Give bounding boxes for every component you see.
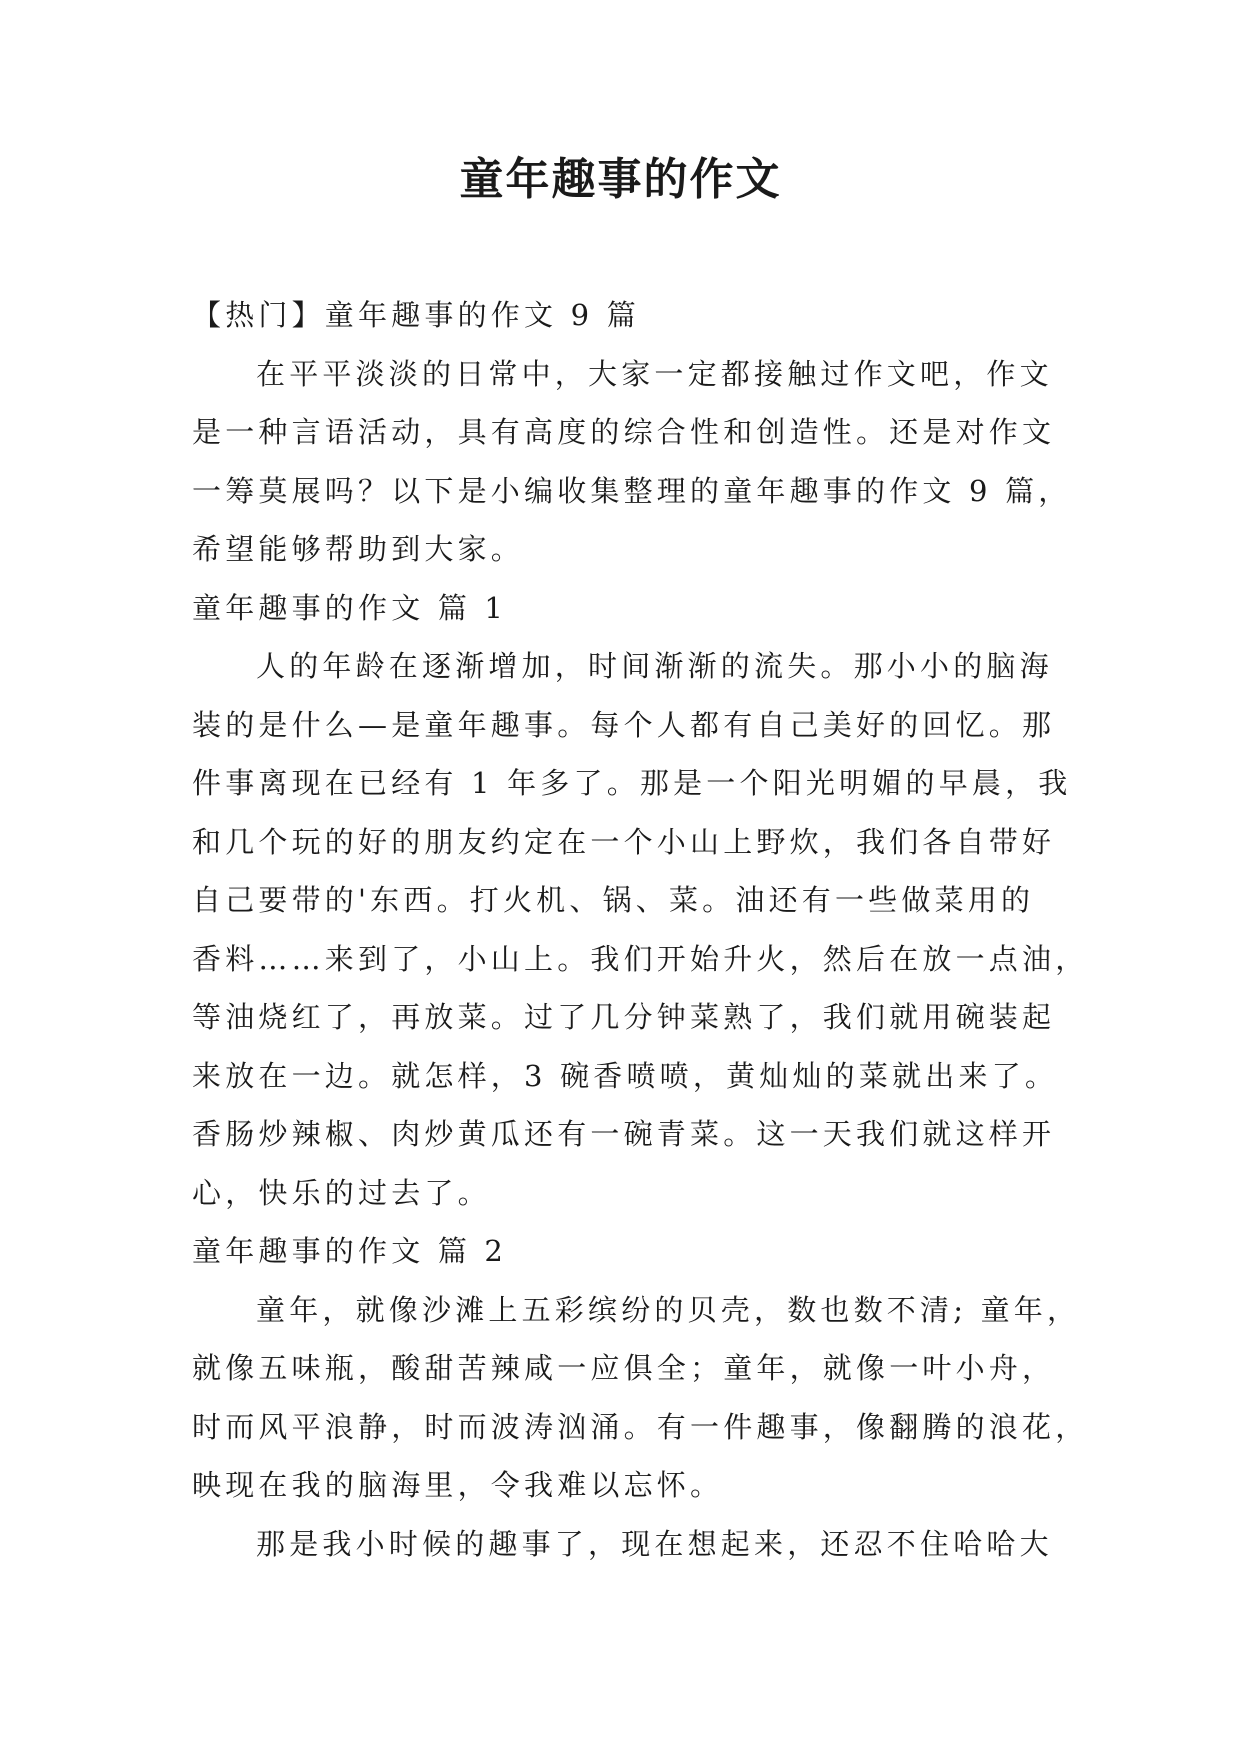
text-line: 来放在一边。就怎样，3 碗香喷喷，黄灿灿的菜就出来了。 [192,1058,1059,1093]
text-line: 是一种言语活动，具有高度的综合性和创造性。还是对作文 [192,415,1056,449]
text-line: 心，快乐的过去了。 [192,1175,491,1210]
document-body [192,286,1089,1573]
document-title: 童年趣事的作文 [459,154,782,205]
text-line: 时而风平浪静，时而波涛汹涌。有一件趣事，像翻腾的浪花， [192,1409,1089,1444]
text-line: 装的是什么—是童年趣事。每个人都有自己美好的回忆。那 [192,707,1056,742]
text-line: 【热门】童年趣事的作文 9 篇 [192,298,640,332]
text-line: 和几个玩的好的朋友约定在一个小山上野炊，我们各自带好 [192,824,1056,859]
text-line: 一筹莫展吗？以下是小编收集整理的童年趣事的作文 9 篇， [192,473,1072,508]
text-line: 香肠炒辣椒、肉炒黄瓜还有一碗青菜。这一天我们就这样开 [192,1117,1056,1151]
text-line: 在平平淡淡的日常中，大家一定都接触过作文吧，作文 [256,356,1053,391]
text-line: 自己要带的'东西。打火机、锅、菜。油还有一些做菜用的 [192,883,1035,917]
text-line: 映现在我的脑海里，令我难以忘怀。 [192,1468,724,1502]
text-line: 那是我小时候的趣事了，现在想起来，还忍不住哈哈大 [256,1526,1053,1561]
text-line: 人的年龄在逐渐增加，时间渐渐的流失。那小小的脑海 [256,649,1053,683]
text-line: 童年趣事的作文 篇 2 [192,1234,508,1268]
text-line: 童年，就像沙滩上五彩缤纷的贝壳，数也数不清; 童年， [256,1292,1081,1327]
text-line: 件事离现在已经有 1 年多了。那是一个阳光明媚的早晨，我 [192,766,1072,800]
text-line: 等油烧红了，再放菜。过了几分钟菜熟了，我们就用碗装起 [192,1000,1056,1034]
text-line: 就像五味瓶，酸甜苦辣咸一应俱全；童年，就像一叶小舟， [192,1351,1056,1385]
text-line: 希望能够帮助到大家。 [192,532,525,566]
text-line: 童年趣事的作文 篇 1 [192,590,508,625]
text-line: 香料……来到了，小山上。我们开始升火，然后在放一点油， [192,941,1089,976]
